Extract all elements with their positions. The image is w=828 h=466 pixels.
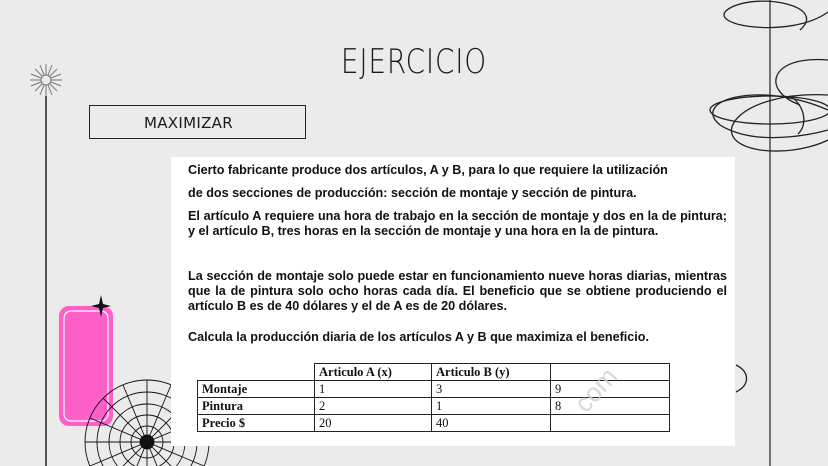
table-cell: 8 — [551, 398, 670, 415]
pink-card-decoration — [60, 307, 112, 425]
table-cell: 2 — [315, 398, 432, 415]
table-cell: 1 — [432, 398, 551, 415]
sparkle-icon — [91, 295, 111, 317]
table-row-label: Montaje — [198, 381, 315, 398]
problem-paragraph-1-line-2: de dos secciones de producción: sección de montaje y sección de pintura. — [188, 186, 637, 200]
subtitle-box — [89, 105, 306, 139]
table-header-cell — [198, 364, 315, 381]
table-row — [198, 415, 670, 432]
problem-paragraph-2: El artículo A requiere una hora de trabajo en la sección de montaje y dos en la de pintura; y el artículo B, tres horas en la sección de montaje y una hora en la de pintura. — [188, 209, 727, 238]
table-cell: 1 — [315, 381, 432, 398]
table-row-label: Precio $ — [198, 415, 315, 432]
table-cell: 20 — [315, 415, 432, 432]
table-cell: 3 — [432, 381, 551, 398]
table-header-cell: Articulo A (x) — [315, 364, 432, 381]
table-cell: 9 — [551, 381, 670, 398]
problem-paragraph-3: La sección de montaje solo puede estar en funcionamiento nueve horas diarias, mientras que la de pintura solo ocho horas cada día. El beneficio que se obtiene produciendo el artículo B es de 40 dólares y el de A es de 20 dólares. — [188, 269, 727, 313]
table-cell — [551, 415, 670, 432]
problem-card — [171, 157, 735, 446]
problem-paragraph-4: Calcula la producción diaria de los artículos A y B que maximiza el beneficio. — [188, 330, 649, 344]
sunburst-icon — [30, 64, 62, 97]
table-header-cell: Articulo B (y) — [432, 364, 551, 381]
table-cell: 40 — [432, 415, 551, 432]
slide-title: EJERCICIO — [340, 42, 488, 82]
table-row-label: Pintura — [198, 398, 315, 415]
subtitle-label: MAXIMIZAR — [144, 114, 233, 132]
watermark-text: com — [568, 361, 624, 419]
problem-paragraph-1-line-1: Cierto fabricante produce dos artículos, A y B, para lo que requiere la utilización — [188, 163, 668, 177]
